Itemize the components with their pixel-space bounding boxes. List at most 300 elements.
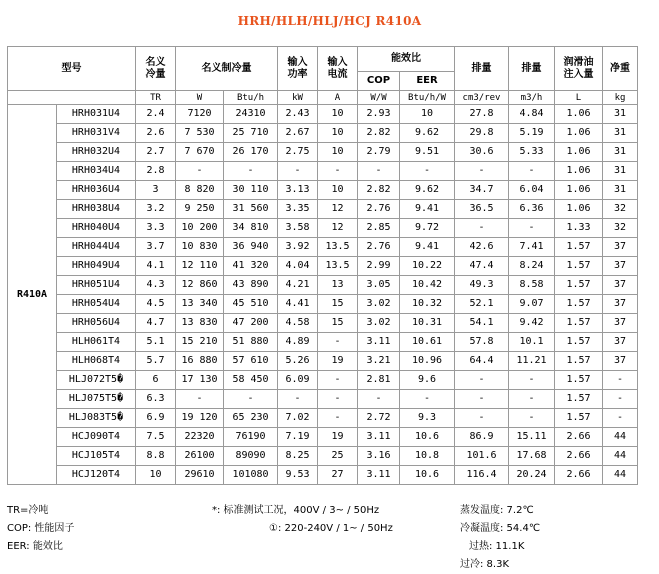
table-cell: - — [603, 390, 638, 409]
header-model: 型号 — [8, 47, 136, 91]
table-cell: 13 830 — [176, 314, 224, 333]
table-cell: 44 — [603, 447, 638, 466]
table-cell: 1.06 — [555, 181, 603, 200]
table-cell: 13.5 — [318, 257, 358, 276]
table-cell: 37 — [603, 238, 638, 257]
table-cell: 10.96 — [400, 352, 455, 371]
table-cell: 15 210 — [176, 333, 224, 352]
table-cell: 8.58 — [509, 276, 555, 295]
header-current — [318, 47, 358, 91]
table-cell: 7.41 — [509, 238, 555, 257]
table-cell: 16 880 — [176, 352, 224, 371]
table-cell: 36 940 — [224, 238, 278, 257]
table-cell: 2.85 — [358, 219, 400, 238]
table-cell: 6 — [136, 371, 176, 390]
table-cell: 9.51 — [400, 143, 455, 162]
table-cell: 4.1 — [136, 257, 176, 276]
table-cell: 27 — [318, 466, 358, 485]
table-cell: 3 — [136, 181, 176, 200]
table-cell: 1.06 — [555, 200, 603, 219]
model-cell: HLJ083T5� — [57, 409, 136, 428]
table-cell: 37 — [603, 276, 638, 295]
table-cell: 10 — [318, 143, 358, 162]
table-cell: 29610 — [176, 466, 224, 485]
table-cell: 15 — [318, 314, 358, 333]
header-capacity: 名义制冷量 — [176, 47, 278, 91]
table-cell: 10 — [400, 105, 455, 124]
header-current-line2: 电流 — [327, 68, 348, 80]
table-cell: 1.57 — [555, 352, 603, 371]
table-cell: 22320 — [176, 428, 224, 447]
table-cell: 3.16 — [358, 447, 400, 466]
table-cell: 7.5 — [136, 428, 176, 447]
table-cell: 12 860 — [176, 276, 224, 295]
table-body — [8, 105, 638, 485]
note-line: 蒸发温度: 7.2℃ — [460, 505, 534, 516]
table-cell: 12 — [318, 219, 358, 238]
table-cell: 1.57 — [555, 238, 603, 257]
table-cell: 2.82 — [358, 124, 400, 143]
table-cell: 10.31 — [400, 314, 455, 333]
table-cell: 8.25 — [278, 447, 318, 466]
table-cell: - — [318, 162, 358, 181]
table-row — [8, 409, 638, 428]
table-cell: 2.67 — [278, 124, 318, 143]
header-current-line1: 输入 — [327, 56, 348, 68]
header-efficiency: 能效比 — [358, 47, 455, 72]
table-cell: 10 200 — [176, 219, 224, 238]
table-cell: - — [509, 219, 555, 238]
model-cell: HLJ075T5� — [57, 390, 136, 409]
model-cell: HLH061T4 — [57, 333, 136, 352]
table-cell: 9.3 — [400, 409, 455, 428]
table-row — [8, 371, 638, 390]
table-cell: - — [176, 390, 224, 409]
table-cell: 31 560 — [224, 200, 278, 219]
table-row — [8, 143, 638, 162]
table-cell: 10.42 — [400, 276, 455, 295]
model-cell: HRH031U4 — [57, 105, 136, 124]
unit-cell: Btu/h/W — [400, 91, 455, 105]
table-cell: 1.57 — [555, 371, 603, 390]
table-row — [8, 295, 638, 314]
table-cell: 10 830 — [176, 238, 224, 257]
table-cell: 31 — [603, 124, 638, 143]
table-cell: 2.8 — [136, 162, 176, 181]
table-cell: - — [455, 390, 509, 409]
table-cell: 2.66 — [555, 428, 603, 447]
table-cell: 45 510 — [224, 295, 278, 314]
note-line: TR=冷吨 — [7, 505, 49, 516]
table-cell: 3.02 — [358, 314, 400, 333]
table-cell: 2.72 — [358, 409, 400, 428]
table-row — [8, 447, 638, 466]
table-cell: 42.6 — [455, 238, 509, 257]
table-cell: 5.1 — [136, 333, 176, 352]
notes-left — [7, 502, 74, 556]
table-cell: 1.57 — [555, 257, 603, 276]
table-cell: 20.24 — [509, 466, 555, 485]
note-line: 冷凝温度: 54.4℃ — [460, 523, 541, 534]
units-row — [8, 91, 638, 105]
table-cell: 9.6 — [400, 371, 455, 390]
model-cell: HCJ105T4 — [57, 447, 136, 466]
header-oil-line1: 润滑油 — [563, 56, 594, 68]
table-cell: 9.62 — [400, 124, 455, 143]
table-cell: 25 710 — [224, 124, 278, 143]
table-cell: 76190 — [224, 428, 278, 447]
model-cell: HRH034U4 — [57, 162, 136, 181]
header-capacity-tr — [136, 47, 176, 91]
table-cell: 3.21 — [358, 352, 400, 371]
table-cell: 6.36 — [509, 200, 555, 219]
table-cell: 37 — [603, 257, 638, 276]
table-cell: 34.7 — [455, 181, 509, 200]
unit-cell: A — [318, 91, 358, 105]
table-cell: - — [358, 162, 400, 181]
table-cell: 15.11 — [509, 428, 555, 447]
header-displacement-rev: 排量 — [455, 47, 509, 91]
table-cell: 2.75 — [278, 143, 318, 162]
table-cell: 2.76 — [358, 200, 400, 219]
table-cell: 4.84 — [509, 105, 555, 124]
model-cell: HRH051U4 — [57, 276, 136, 295]
table-cell: 8 820 — [176, 181, 224, 200]
table-cell: 2.93 — [358, 105, 400, 124]
table-cell: 3.3 — [136, 219, 176, 238]
table-cell: 3.05 — [358, 276, 400, 295]
table-cell: 47 200 — [224, 314, 278, 333]
model-cell: HRH049U4 — [57, 257, 136, 276]
table-cell: 3.11 — [358, 428, 400, 447]
table-cell: 49.3 — [455, 276, 509, 295]
table-cell: 9.41 — [400, 200, 455, 219]
refrigerant-cell: R410A — [8, 105, 57, 485]
table-cell: 3.58 — [278, 219, 318, 238]
table-cell: 44 — [603, 428, 638, 447]
header-capacity-tr-line2: 冷量 — [145, 68, 166, 80]
table-cell: 1.06 — [555, 162, 603, 181]
model-cell: HRH040U4 — [57, 219, 136, 238]
table-cell: 4.5 — [136, 295, 176, 314]
model-cell: HRH036U4 — [57, 181, 136, 200]
table-cell: 7120 — [176, 105, 224, 124]
table-cell: 1.57 — [555, 276, 603, 295]
table-cell: - — [400, 390, 455, 409]
table-cell: - — [318, 333, 358, 352]
table-cell: 17.68 — [509, 447, 555, 466]
table-row — [8, 314, 638, 333]
table-row — [8, 276, 638, 295]
table-cell: 24310 — [224, 105, 278, 124]
table-cell: 6.3 — [136, 390, 176, 409]
table-cell: 47.4 — [455, 257, 509, 276]
table-cell: 6.09 — [278, 371, 318, 390]
table-cell: 10 — [136, 466, 176, 485]
header-weight: 净重 — [603, 47, 638, 91]
table-cell: 3.11 — [358, 466, 400, 485]
unit-cell: L — [555, 91, 603, 105]
table-cell: 1.57 — [555, 314, 603, 333]
table-cell: 27.8 — [455, 105, 509, 124]
table-cell: 31 — [603, 105, 638, 124]
header-oil-line2: 注入量 — [563, 68, 594, 80]
table-cell: 9.42 — [509, 314, 555, 333]
table-row — [8, 466, 638, 485]
table-cell: 34 810 — [224, 219, 278, 238]
table-cell: 10.1 — [509, 333, 555, 352]
table-row — [8, 257, 638, 276]
table-cell: 6.04 — [509, 181, 555, 200]
table-row — [8, 162, 638, 181]
header-power — [278, 47, 318, 91]
notes-middle — [212, 502, 393, 538]
table-cell: 9.62 — [400, 181, 455, 200]
table-row — [8, 124, 638, 143]
table-cell: 116.4 — [455, 466, 509, 485]
table-cell: - — [603, 409, 638, 428]
table-row — [8, 200, 638, 219]
header-row-1 — [8, 47, 638, 72]
table-cell: 86.9 — [455, 428, 509, 447]
table-cell: 7.19 — [278, 428, 318, 447]
table-cell: - — [455, 219, 509, 238]
table-cell: 3.92 — [278, 238, 318, 257]
table-cell: 4.58 — [278, 314, 318, 333]
table-row — [8, 181, 638, 200]
model-cell: HCJ090T4 — [57, 428, 136, 447]
table-cell: 52.1 — [455, 295, 509, 314]
table-cell: 5.26 — [278, 352, 318, 371]
table-cell: 7.02 — [278, 409, 318, 428]
header-power-line1: 输入 — [287, 56, 308, 68]
table-cell: 31 — [603, 143, 638, 162]
table-cell: 13.5 — [318, 238, 358, 257]
table-cell: 19 — [318, 352, 358, 371]
table-cell: 10.8 — [400, 447, 455, 466]
unit-cell: kW — [278, 91, 318, 105]
table-cell: 37 — [603, 314, 638, 333]
table-row — [8, 219, 638, 238]
table-cell: 6.9 — [136, 409, 176, 428]
table-cell: 2.6 — [136, 124, 176, 143]
table-cell: 36.5 — [455, 200, 509, 219]
table-cell: - — [318, 371, 358, 390]
table-cell: 30.6 — [455, 143, 509, 162]
model-cell: HRH044U4 — [57, 238, 136, 257]
table-cell: 10 — [318, 105, 358, 124]
table-cell: 3.02 — [358, 295, 400, 314]
table-cell: 7 530 — [176, 124, 224, 143]
table-cell: 1.06 — [555, 105, 603, 124]
table-cell: 7 670 — [176, 143, 224, 162]
table-cell: 57 610 — [224, 352, 278, 371]
table-cell: 2.82 — [358, 181, 400, 200]
table-cell: - — [176, 162, 224, 181]
header-cop: COP — [358, 72, 400, 91]
table-cell: - — [455, 162, 509, 181]
model-cell: HLJ072T5� — [57, 371, 136, 390]
table-cell: 1.06 — [555, 143, 603, 162]
table-cell: - — [455, 409, 509, 428]
table-cell: - — [278, 162, 318, 181]
table-cell: 13 340 — [176, 295, 224, 314]
table-cell: 9.72 — [400, 219, 455, 238]
table-cell: 9 250 — [176, 200, 224, 219]
table-cell: 25 — [318, 447, 358, 466]
table-cell: 43 890 — [224, 276, 278, 295]
table-cell: 29.8 — [455, 124, 509, 143]
table-cell: 4.21 — [278, 276, 318, 295]
table-cell: - — [224, 162, 278, 181]
table-cell: - — [358, 390, 400, 409]
table-cell: 54.1 — [455, 314, 509, 333]
header-eer: EER — [400, 72, 455, 91]
table-cell: 1.57 — [555, 333, 603, 352]
unit-blank — [8, 91, 136, 105]
header-capacity-tr-line1: 名义 — [145, 56, 166, 68]
table-cell: 5.33 — [509, 143, 555, 162]
table-cell: 15 — [318, 295, 358, 314]
note-line: *: 标准测试工况，400V / 3~ / 50Hz — [212, 505, 380, 516]
table-cell: 10.6 — [400, 428, 455, 447]
table-cell: - — [509, 409, 555, 428]
table-cell: 12 — [318, 200, 358, 219]
table-cell: 2.76 — [358, 238, 400, 257]
page-title: HRH/HLH/HLJ/HCJ R410A — [237, 14, 422, 28]
table-row — [8, 428, 638, 447]
note-line: EER: 能效比 — [7, 541, 63, 552]
note-line: COP: 性能因子 — [7, 523, 75, 534]
table-cell: 37 — [603, 295, 638, 314]
table-cell: - — [509, 162, 555, 181]
table-cell: 65 230 — [224, 409, 278, 428]
table-cell: 2.66 — [555, 466, 603, 485]
model-cell: HLH068T4 — [57, 352, 136, 371]
table-cell: 3.13 — [278, 181, 318, 200]
table-cell: 10.6 — [400, 466, 455, 485]
table-cell: 8.8 — [136, 447, 176, 466]
table-cell: 3.2 — [136, 200, 176, 219]
model-cell: HCJ120T4 — [57, 466, 136, 485]
table-cell: 31 — [603, 162, 638, 181]
table-row — [8, 333, 638, 352]
table-cell: 13 — [318, 276, 358, 295]
table-cell: 31 — [603, 181, 638, 200]
unit-cell: cm3/rev — [455, 91, 509, 105]
model-cell: HRH056U4 — [57, 314, 136, 333]
table-row — [8, 352, 638, 371]
table-cell: - — [318, 390, 358, 409]
table-cell: 9.07 — [509, 295, 555, 314]
table-cell: 1.57 — [555, 295, 603, 314]
table-cell: 37 — [603, 333, 638, 352]
header-displacement-hr: 排量 — [509, 47, 555, 91]
table-cell: 8.24 — [509, 257, 555, 276]
table-cell: 30 110 — [224, 181, 278, 200]
unit-cell: W — [176, 91, 224, 105]
table-cell: 41 320 — [224, 257, 278, 276]
table-cell: 89090 — [224, 447, 278, 466]
header-oil — [555, 47, 603, 91]
table-cell: - — [278, 390, 318, 409]
table-row — [8, 390, 638, 409]
table-cell: - — [603, 371, 638, 390]
table-cell: 26 170 — [224, 143, 278, 162]
table-cell: 1.57 — [555, 409, 603, 428]
table-cell: - — [400, 162, 455, 181]
table-cell: 4.7 — [136, 314, 176, 333]
unit-cell: W/W — [358, 91, 400, 105]
table-row — [8, 238, 638, 257]
table-cell: 2.99 — [358, 257, 400, 276]
table-cell: 3.35 — [278, 200, 318, 219]
table-cell: 37 — [603, 352, 638, 371]
table-cell: - — [509, 371, 555, 390]
unit-cell: TR — [136, 91, 176, 105]
table-cell: - — [224, 390, 278, 409]
model-cell: HRH054U4 — [57, 295, 136, 314]
note-line: ①: 220-240V / 1~ / 50Hz — [269, 523, 393, 534]
table-cell: 19 — [318, 428, 358, 447]
table-cell: 1.06 — [555, 124, 603, 143]
table-cell: 4.89 — [278, 333, 318, 352]
unit-cell: kg — [603, 91, 638, 105]
table-cell: 11.21 — [509, 352, 555, 371]
table-cell: 51 880 — [224, 333, 278, 352]
table-cell: 44 — [603, 466, 638, 485]
unit-cell: m3/h — [509, 91, 555, 105]
table-cell: 2.4 — [136, 105, 176, 124]
table-cell: 19 120 — [176, 409, 224, 428]
table-cell: 2.81 — [358, 371, 400, 390]
table-cell: 10 — [318, 181, 358, 200]
table-cell: 2.79 — [358, 143, 400, 162]
table-cell: - — [455, 371, 509, 390]
table-cell: 4.04 — [278, 257, 318, 276]
table-cell: 26100 — [176, 447, 224, 466]
table-cell: 10.32 — [400, 295, 455, 314]
table-cell: 2.66 — [555, 447, 603, 466]
table-cell: 10.61 — [400, 333, 455, 352]
table-cell: 3.11 — [358, 333, 400, 352]
table-cell: 2.7 — [136, 143, 176, 162]
table-cell: 32 — [603, 219, 638, 238]
table-cell: 101080 — [224, 466, 278, 485]
table-cell: 17 130 — [176, 371, 224, 390]
table-cell: - — [318, 409, 358, 428]
table-cell: 57.8 — [455, 333, 509, 352]
table-cell: 4.41 — [278, 295, 318, 314]
table-cell: 1.57 — [555, 390, 603, 409]
header-power-line2: 功率 — [287, 68, 308, 80]
table-cell: 12 110 — [176, 257, 224, 276]
table-cell: 58 450 — [224, 371, 278, 390]
spec-table — [7, 46, 638, 485]
table-cell: - — [509, 390, 555, 409]
table-cell: 5.7 — [136, 352, 176, 371]
table-cell: 64.4 — [455, 352, 509, 371]
notes-right — [460, 502, 540, 574]
table-cell: 5.19 — [509, 124, 555, 143]
table-cell: 10 — [318, 124, 358, 143]
model-cell: HRH032U4 — [57, 143, 136, 162]
table-cell: 32 — [603, 200, 638, 219]
note-line: 过冷: 8.3K — [460, 559, 510, 570]
model-cell: HRH031V4 — [57, 124, 136, 143]
table-cell: 101.6 — [455, 447, 509, 466]
table-cell: 9.53 — [278, 466, 318, 485]
